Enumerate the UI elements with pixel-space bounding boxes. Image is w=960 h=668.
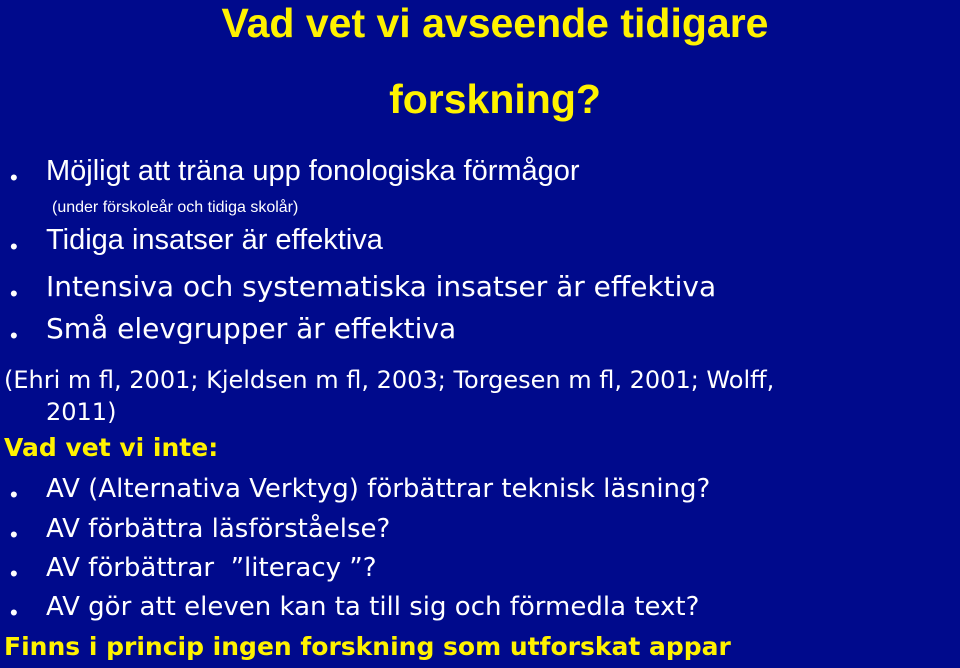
known-item-1-note: (under förskoleår och tidiga skolår) xyxy=(52,199,299,216)
bullet-icon: • xyxy=(10,482,18,507)
known-item-3: Intensiva och systematiska insatser är effektiva xyxy=(46,270,717,303)
unknown-item-3: AV förbättrar ”literacy ”? xyxy=(46,553,377,583)
bullet-icon: • xyxy=(10,561,18,586)
unknown-item-4: AV gör att eleven kan ta till sig och förmedla text? xyxy=(46,592,700,622)
known-item-1: Möjligt att träna upp fonologiska förmågor xyxy=(46,155,580,187)
unknown-item-2: AV förbättra läsförståelse? xyxy=(46,514,391,544)
unknown-heading: Vad vet vi inte: xyxy=(4,433,219,462)
references-line-1: (Ehri m fl, 2001; Kjeldsen m fl, 2003; Torgesen m fl, 2001; Wolff, xyxy=(4,366,775,394)
slide-title-line-2: forskning? xyxy=(389,76,601,122)
bullet-icon: • xyxy=(10,165,18,190)
unknown-item-1: AV (Alternativa Verktyg) förbättrar teknisk läsning? xyxy=(46,474,711,504)
bullet-icon: • xyxy=(10,234,18,259)
slide-title-line-1: Vad vet vi avseende tidigare xyxy=(221,0,769,46)
references-line-2: 2011) xyxy=(46,398,117,426)
bullet-icon: • xyxy=(10,600,18,625)
conclusion: Finns i princip ingen forskning som utforskat appar xyxy=(4,632,731,661)
known-item-2: Tidiga insatser är effektiva xyxy=(46,224,383,256)
known-item-4: Små elevgrupper är effektiva xyxy=(46,312,457,345)
bullet-icon: • xyxy=(10,323,18,348)
bullet-icon: • xyxy=(10,522,18,547)
bullet-icon: • xyxy=(10,281,18,306)
